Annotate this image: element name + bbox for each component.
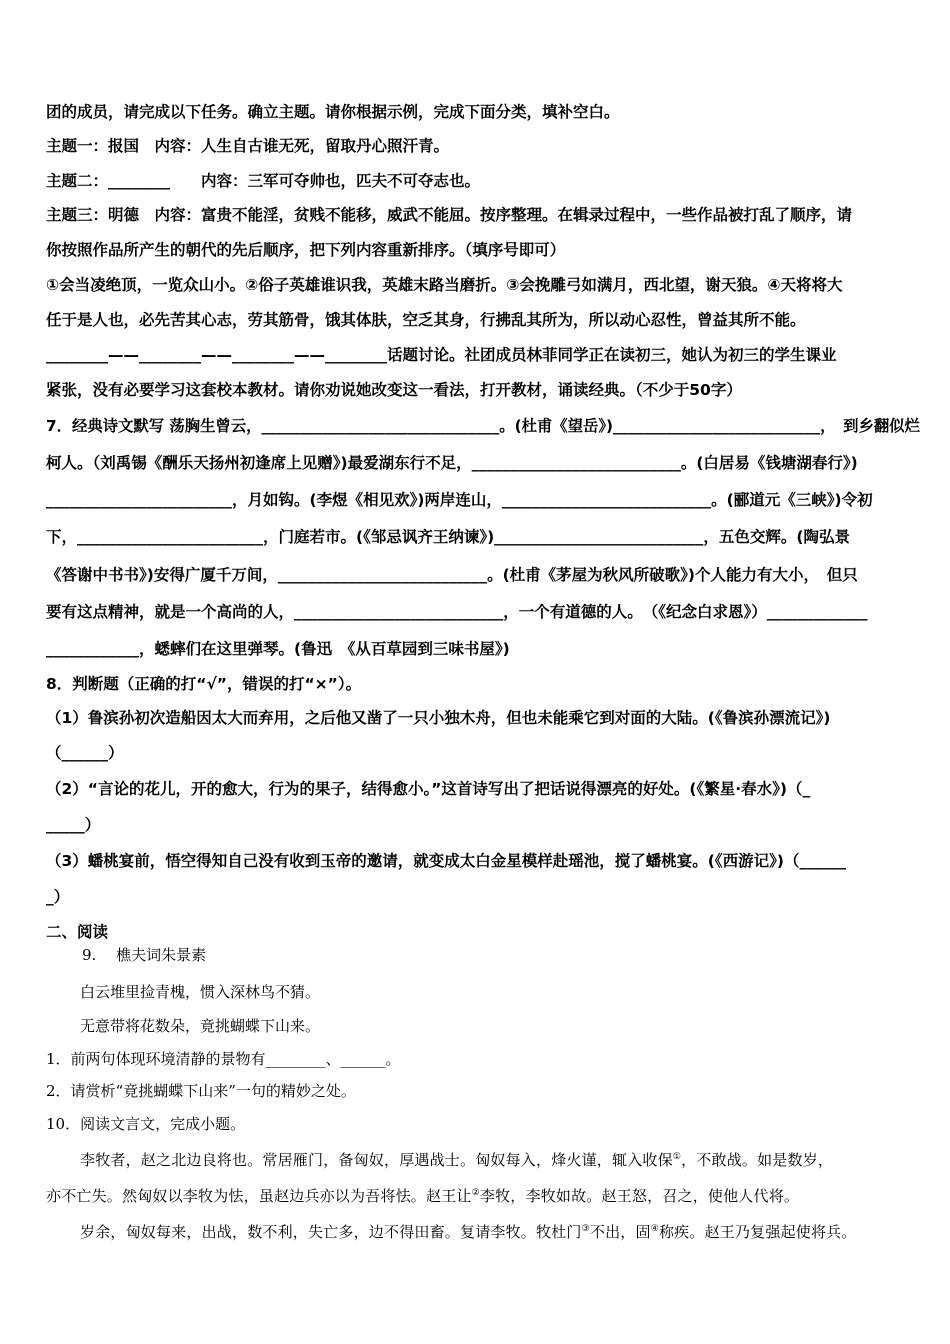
q8-item-1-blank: （______） xyxy=(46,744,124,762)
q7-line-7: ____________，蟋蟀们在这里弹琴。(鲁迅 《从百草园到三味书屋》) xyxy=(46,640,510,658)
q8-item-2-blank: _____） xyxy=(46,816,101,834)
q9-poem-line-1: 白云堆里捡青槐，惯入深林鸟不猜。 xyxy=(80,983,321,1001)
q8-title: 8．判断题（正确的打“√”，错误的打“×”）。 xyxy=(46,675,362,693)
q9-subquestion-2: 2．请赏析“竟挑蝴蝶下山来”一句的精妙之处。 xyxy=(46,1082,356,1100)
footnote-marker-4: ④ xyxy=(650,1224,659,1234)
q7-line-5: 《答谢中书书》)安得广厦千万间，___________________________。(杜甫《茅屋为秋风所破歌》)个人能力有大小， 但只 xyxy=(46,566,858,584)
section-heading: 二、阅读 xyxy=(46,923,109,941)
q7-line-4: 下，________________________，门庭若市。(《邹忌讽齐王纳谏》)___________________________，五色交辉。(陶弘景 xyxy=(46,528,851,546)
q8-item-3-blank: _） xyxy=(46,888,70,906)
discussion-line: 紧张，没有必要学习这套校本教材。请你劝说她改变这一看法，打开教材，诵读经典。（不少于50字） xyxy=(46,381,742,399)
q8-item-3: （3）蟠桃宴前，悟空得知自己没有收到玉帝的邀请，就变成太白金星模样赴瑶池，搅了蟠桃宴。(《西游记》)（______ xyxy=(46,852,846,870)
theme-one-line: 主题一：报国 内容：人生自古谁无死，留取丹心照汗青。 xyxy=(46,137,450,155)
q7-line-6: 要有这点精神，就是一个高尚的人，___________________________，一个有道德的人。 （《纪念白求恩》）_____________ xyxy=(46,603,868,621)
q10-title: 10．阅读文言文，完成小题。 xyxy=(46,1115,246,1133)
theme-two-line: 主题二：________ 内容：三军可夺帅也，匹夫不可夺志也。 xyxy=(46,172,481,190)
footnote-marker-1: ① xyxy=(672,1152,682,1162)
reorder-items-line-2: 任于是人也，必先苦其心志，劳其筋骨，饿其体肤，空乏其身，行拂乱其所为，所以动心忍性，曾益其所不能。 xyxy=(46,311,806,329)
q10-passage-line-3: 岁余，匈奴每来，出战，数不利，失亡多，边不得田畜。复请李牧。牧杜门③不出，固④称疾。赵王乃复强起使将兵。 xyxy=(80,1223,857,1241)
q9-poem-line-2: 无意带将花数朵，竟挑蝴蝶下山来。 xyxy=(80,1017,321,1035)
q9-title: 9. 樵夫词朱景素 xyxy=(82,946,207,964)
q7-line-3: ________________________，月如钩。(李煜《相见欢》)两岸连山，___________________________。(郦道元《三峡》)令初 xyxy=(46,491,873,509)
q10-passage-line-1: 李牧者，赵之北边良将也。常居雁门，备匈奴，厚遇战士。匈奴每入，烽火谨，辄入收保①，不敢战。如是数岁， xyxy=(80,1151,834,1169)
footnote-marker-3: ③ xyxy=(581,1224,590,1234)
q7-line-2: 柯人。（刘禹锡《酬乐天扬州初逢席上见赠》)最爱湖东行不足，___________________________。(白居易《钱塘湖春行》) xyxy=(46,454,858,472)
reorder-items-line-1: ①会当凌绝顶，一览众山小。②俗子英雄谁识我，英雄末路当磨折。③会挽雕弓如满月，西北望，谢天狼。④天将将大 xyxy=(46,276,843,294)
q8-item-2: （2）“言论的花儿，开的愈大，行为的果子，结得愈小。”这首诗写出了把话说得漂亮的好处。(《繁星·春水》)（_ xyxy=(46,780,811,798)
q10-passage-line-2: 亦不亡失。然匈奴以李牧为怯，虽赵边兵亦以为吾将怯。赵王让②李牧，李牧如故。赵王怒，召之，使他人代将。 xyxy=(46,1187,800,1205)
theme-three-line: 主题三：明德 内容：富贵不能淫，贫贱不能移，威武不能屈。按序整理。在辑录过程中，一些作品被打乱了顺序，请 xyxy=(46,206,853,224)
q9-subquestion-1: 1．前两句体现环境清静的景物有________、______。 xyxy=(46,1050,401,1068)
reorder-instruction: 你按照作品所产生的朝代的先后顺序，把下列内容重新排序。（填序号即可） xyxy=(46,241,566,259)
intro-line-1: 团的成员，请完成以下任务。确立主题。请你根据示例，完成下面分类，填补空白。 xyxy=(46,103,620,121)
q8-item-1: （1）鲁滨孙初次造船因太大而弃用，之后他又凿了一只小独木舟，但也未能乘它到对面的大陆。(《鲁滨孙漂流记》) xyxy=(46,709,831,727)
reorder-answer-blanks: ________——________——________——________话题讨论。社团成员林菲同学正在读初三，她认为初三的学生课业 xyxy=(46,346,837,364)
footnote-marker-2: ② xyxy=(471,1188,480,1198)
q7-line-1: 7．经典诗文默写 荡胸生曾云，_______________________________。(杜甫《望岳》)___________________________， 到乡翻似烂 xyxy=(46,417,920,435)
